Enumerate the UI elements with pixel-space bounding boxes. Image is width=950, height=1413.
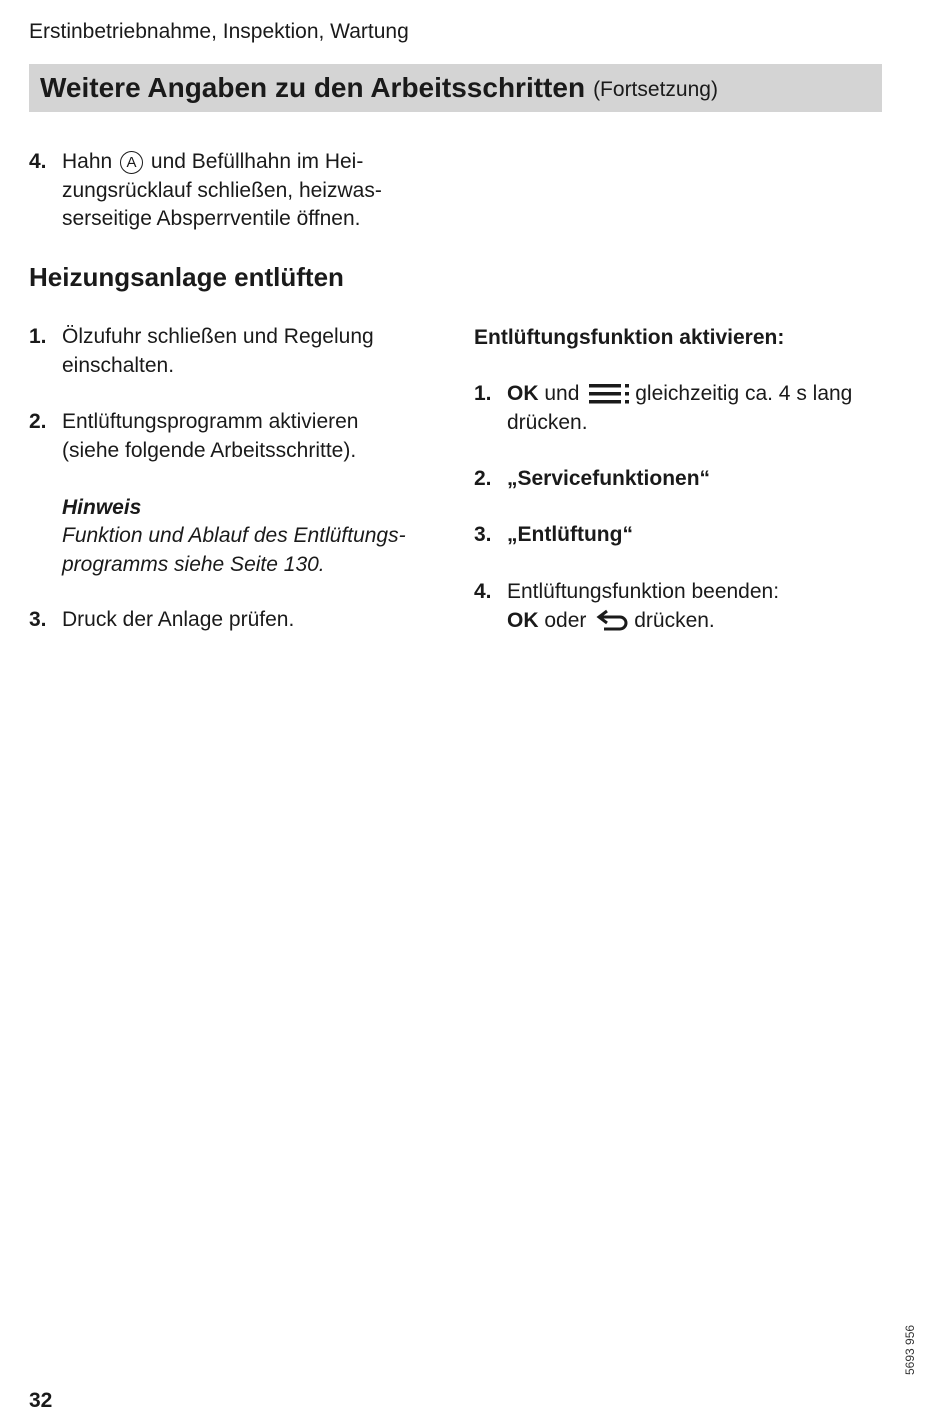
- section-title-bar: [29, 64, 882, 112]
- step-text: zungsrücklauf schließen, heizwas-: [62, 178, 382, 202]
- right-step-2: [474, 465, 904, 494]
- step-text: oder: [544, 608, 587, 632]
- step-number: 3.: [474, 523, 492, 546]
- circled-marker: A: [120, 151, 143, 174]
- right-step-3: [474, 521, 904, 550]
- step-3-check-pressure: [29, 606, 449, 635]
- step-text: drücken.: [634, 608, 715, 632]
- step-number: 2.: [474, 467, 492, 490]
- note-text: Funktion und Ablauf des Entlüftungs-: [62, 524, 406, 547]
- step-4-valves: [29, 148, 449, 234]
- right-step-1: [474, 380, 904, 437]
- step-text: und: [544, 382, 580, 405]
- step-text: (siehe folgende Arbeitsschritte).: [62, 438, 357, 462]
- menu-icon: [589, 383, 631, 405]
- back-arrow-icon: [596, 609, 630, 631]
- step-number: 3.: [29, 608, 47, 631]
- page-number: 32: [29, 1389, 53, 1412]
- note-title: Hinweis: [62, 495, 142, 519]
- document-number: 5693 956: [903, 1324, 917, 1375]
- section-title: Weitere Angaben zu den Arbeitsschritten: [40, 72, 586, 103]
- step-number: 4.: [29, 150, 47, 173]
- menu-entry-entlueftung: „Entlüftung“: [507, 523, 633, 546]
- step-text: Ölzufuhr schließen und Regelung: [62, 325, 374, 348]
- column-heading: Entlüftungsfunktion aktivieren:: [474, 326, 785, 349]
- step-text: gleichzeitig ca. 4 s lang: [635, 382, 853, 405]
- step-number: 1.: [474, 382, 492, 405]
- step-number: 1.: [29, 325, 47, 348]
- ok-key-label: OK: [507, 608, 539, 632]
- right-step-4: [474, 578, 904, 635]
- step-text: einschalten.: [62, 353, 175, 377]
- step-text: Hahn: [62, 150, 113, 173]
- running-head: Erstinbetriebnahme, Inspektion, Wartung: [29, 20, 409, 43]
- step-number: 4.: [474, 580, 492, 603]
- step-text: Entlüftungsprogramm aktivieren: [62, 410, 359, 433]
- ok-key-label: OK: [507, 382, 539, 405]
- step-number: 2.: [29, 410, 47, 433]
- section-title-continuation: (Fortsetzung): [593, 78, 718, 101]
- section-heading: Heizungsanlage entlüften: [29, 262, 344, 292]
- step-text: Entlüftungsfunktion beenden:: [507, 580, 780, 603]
- step-text: und Befüllhahn im Hei-: [150, 150, 364, 173]
- step-text: Druck der Anlage prüfen.: [62, 608, 295, 631]
- menu-entry-servicefunktionen: „Servicefunktionen“: [507, 467, 711, 490]
- step-1-oil-supply: [29, 323, 449, 380]
- note-text: programms siehe Seite 130.: [62, 552, 325, 576]
- step-2-venting-program: [29, 408, 449, 579]
- step-text: drücken.: [507, 410, 588, 434]
- step-text: serseitige Absperrventile öffnen.: [62, 207, 361, 230]
